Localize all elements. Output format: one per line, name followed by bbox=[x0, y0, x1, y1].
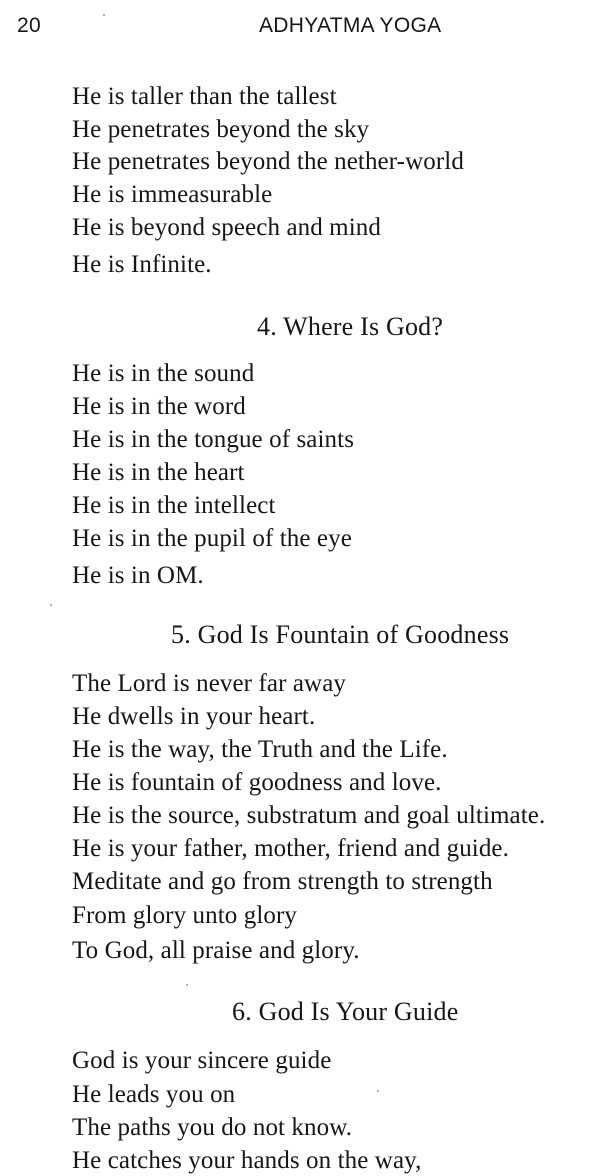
verse-line: He is in the word bbox=[72, 393, 246, 420]
verse-line: The Lord is never far away bbox=[72, 670, 346, 697]
verse-line: He is beyond speech and mind bbox=[72, 214, 381, 241]
verse-line: He is in the tongue of saints bbox=[72, 426, 355, 453]
verse-line: He leads you on bbox=[72, 1081, 236, 1108]
verse-line: From glory unto glory bbox=[72, 902, 298, 929]
verse-line: He catches your hands on the way, bbox=[72, 1147, 422, 1174]
section-heading: 4. Where Is God? bbox=[257, 312, 444, 341]
page-number: 20 bbox=[17, 14, 41, 37]
running-title: ADHYATMA YOGA bbox=[259, 14, 442, 37]
verse-line: The paths you do not know. bbox=[72, 1114, 353, 1141]
verse-line: Meditate and go from strength to strength bbox=[72, 868, 493, 895]
verse-line: He is in the heart bbox=[72, 459, 245, 486]
section-heading: 6. God Is Your Guide bbox=[232, 997, 459, 1026]
verse-line: He is immeasurable bbox=[72, 181, 273, 208]
verse-line: God is your sincere guide bbox=[72, 1047, 332, 1074]
verse-line: He dwells in your heart. bbox=[72, 703, 316, 730]
verse-line: He penetrates beyond the nether-world bbox=[72, 148, 464, 175]
verse-line: To God, all praise and glory. bbox=[72, 937, 360, 964]
scan-speck bbox=[186, 984, 188, 986]
page-header bbox=[0, 8, 600, 42]
verse-line: He is in the sound bbox=[72, 360, 255, 387]
scan-speck bbox=[103, 14, 105, 16]
verse-line: He is Infinite. bbox=[72, 251, 212, 278]
scan-speck bbox=[50, 604, 52, 606]
verse-line: He penetrates beyond the sky bbox=[72, 116, 370, 143]
scan-speck bbox=[377, 1090, 379, 1092]
verse-line: He is fountain of goodness and love. bbox=[72, 769, 442, 796]
verse-line: He is taller than the tallest bbox=[72, 83, 337, 110]
verse-line: He is in OM. bbox=[72, 562, 204, 589]
verse-line: He is the way, the Truth and the Life. bbox=[72, 736, 448, 763]
section-heading: 5. God Is Fountain of Goodness bbox=[171, 620, 510, 649]
verse-line: He is in the intellect bbox=[72, 492, 276, 519]
verse-line: He is the source, substratum and goal ultimate. bbox=[72, 802, 546, 829]
verse-line: He is in the pupil of the eye bbox=[72, 525, 352, 552]
verse-line: He is your father, mother, friend and guide. bbox=[72, 835, 509, 862]
